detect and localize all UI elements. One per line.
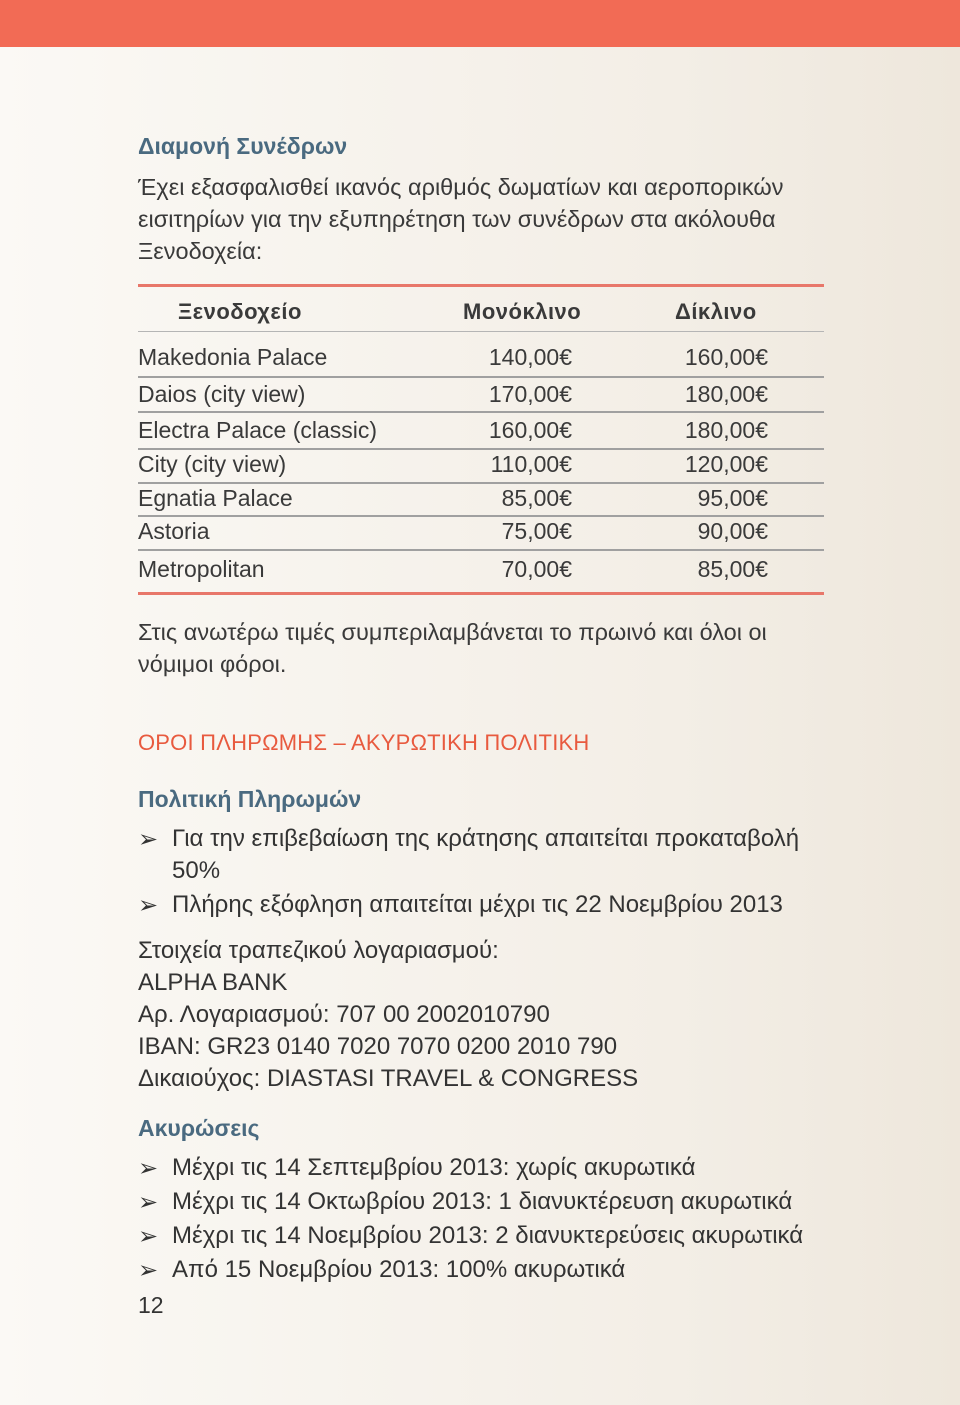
accommodation-intro bbox=[138, 171, 783, 267]
arrowhead-right-icon: ➢ bbox=[138, 1257, 159, 1284]
row-rule bbox=[138, 482, 824, 484]
table-row bbox=[138, 451, 824, 485]
table-top-rule bbox=[138, 284, 824, 287]
intro-line: εισιτηρίων για την εξυπηρέτηση των συνέδρων στα ακόλουθα bbox=[138, 206, 776, 232]
intro-line: Ξενοδοχεία: bbox=[138, 238, 263, 264]
row-rule bbox=[138, 549, 824, 551]
hotel-name: Daios (city view) bbox=[138, 381, 306, 407]
single-price: 85,00€ bbox=[501, 485, 572, 511]
single-price: 70,00€ bbox=[501, 556, 572, 582]
single-price: 75,00€ bbox=[501, 518, 572, 544]
row-rule bbox=[138, 376, 824, 378]
table-row bbox=[138, 556, 824, 590]
single-price: 170,00€ bbox=[488, 381, 572, 407]
double-price: 180,00€ bbox=[684, 381, 768, 407]
note-line: Στις ανωτέρω τιμές συμπεριλαμβάνεται το πρωινό και όλοι οι bbox=[138, 619, 767, 645]
arrowhead-right-icon: ➢ bbox=[138, 826, 159, 853]
top-color-bar bbox=[0, 0, 960, 47]
page-number: 12 bbox=[138, 1292, 164, 1318]
intro-line: Έχει εξασφαλισθεί ικανός αριθμός δωματίων και αεροπορικών bbox=[138, 174, 784, 200]
bank-name: ALPHA BANK bbox=[138, 969, 288, 996]
table-row bbox=[138, 485, 824, 519]
double-price: 90,00€ bbox=[697, 518, 768, 544]
hotel-name: Metropolitan bbox=[138, 556, 265, 582]
bullet-text: 50% bbox=[172, 857, 221, 884]
arrowhead-right-icon: ➢ bbox=[138, 892, 159, 919]
header-double: Δίκλινο bbox=[675, 299, 757, 324]
hotel-name: City (city view) bbox=[138, 451, 287, 477]
table-bottom-rule bbox=[138, 592, 824, 595]
hotel-name: Egnatia Palace bbox=[138, 485, 293, 511]
arrowhead-right-icon: ➢ bbox=[138, 1223, 159, 1250]
bank-details-label: Στοιχεία τραπεζικού λογαριασμού: bbox=[138, 937, 499, 964]
header-hotel: Ξενοδοχείο bbox=[178, 299, 302, 324]
beneficiary: Δικαιούχος: DIASTASI TRAVEL & CONGRESS bbox=[138, 1065, 639, 1092]
bullet-text: Από 15 Νοεμβρίου 2013: 100% ακυρωτικά bbox=[172, 1256, 626, 1283]
note-line: νόμιμοι φόροι. bbox=[138, 651, 287, 677]
hotel-name: Astoria bbox=[138, 518, 210, 544]
row-rule bbox=[138, 448, 824, 450]
cancellations-title: Ακυρώσεις bbox=[138, 1115, 260, 1141]
bullet-text: Για την επιβεβαίωση της κράτησης απαιτείται προκαταβολή bbox=[172, 825, 800, 852]
single-price: 110,00€ bbox=[490, 451, 572, 477]
iban: IBAN: GR23 0140 7020 7070 0200 2010 790 bbox=[138, 1033, 618, 1060]
hotel-name: Makedonia Palace bbox=[138, 344, 328, 370]
double-price: 160,00€ bbox=[684, 344, 768, 370]
table-row bbox=[138, 417, 824, 451]
bullet-text: Μέχρι τις 14 Νοεμβρίου 2013: 2 διανυκτερεύσεις ακυρωτικά bbox=[172, 1222, 804, 1249]
double-price: 85,00€ bbox=[697, 556, 768, 582]
hotel-name: Electra Palace (classic) bbox=[138, 417, 378, 443]
header-single: Μονόκλινο bbox=[463, 299, 582, 324]
bullet-text: Μέχρι τις 14 Σεπτεμβρίου 2013: χωρίς ακυρωτικά bbox=[172, 1154, 696, 1181]
table-row bbox=[138, 381, 824, 415]
arrowhead-right-icon: ➢ bbox=[138, 1189, 159, 1216]
price-note bbox=[138, 616, 767, 680]
bullet-text: Πλήρης εξόφληση απαιτείται μέχρι τις 22 Νοεμβρίου 2013 bbox=[172, 891, 783, 918]
single-price: 160,00€ bbox=[488, 417, 572, 443]
row-rule bbox=[138, 515, 824, 517]
arrowhead-right-icon: ➢ bbox=[138, 1155, 159, 1182]
table-row bbox=[138, 344, 824, 378]
single-price: 140,00€ bbox=[488, 344, 572, 370]
terms-title: ΟΡΟΙ ΠΛΗΡΩΜΗΣ – ΑΚΥΡΩΤΙΚΗ ΠΟΛΙΤΙΚΗ bbox=[138, 730, 590, 755]
bullet-text: Μέχρι τις 14 Οκτωβρίου 2013: 1 διανυκτέρευση ακυρωτικά bbox=[172, 1188, 793, 1215]
account-number: Αρ. Λογαριασμού: 707 00 2002010790 bbox=[138, 1001, 550, 1028]
double-price: 120,00€ bbox=[684, 451, 768, 477]
double-price: 95,00€ bbox=[697, 485, 768, 511]
header-rule bbox=[138, 331, 824, 332]
double-price: 180,00€ bbox=[684, 417, 768, 443]
table-row bbox=[138, 518, 824, 552]
accommodation-title: Διαμονή Συνέδρων bbox=[138, 133, 348, 159]
row-rule bbox=[138, 411, 824, 413]
payment-policy-title: Πολιτική Πληρωμών bbox=[138, 786, 362, 812]
